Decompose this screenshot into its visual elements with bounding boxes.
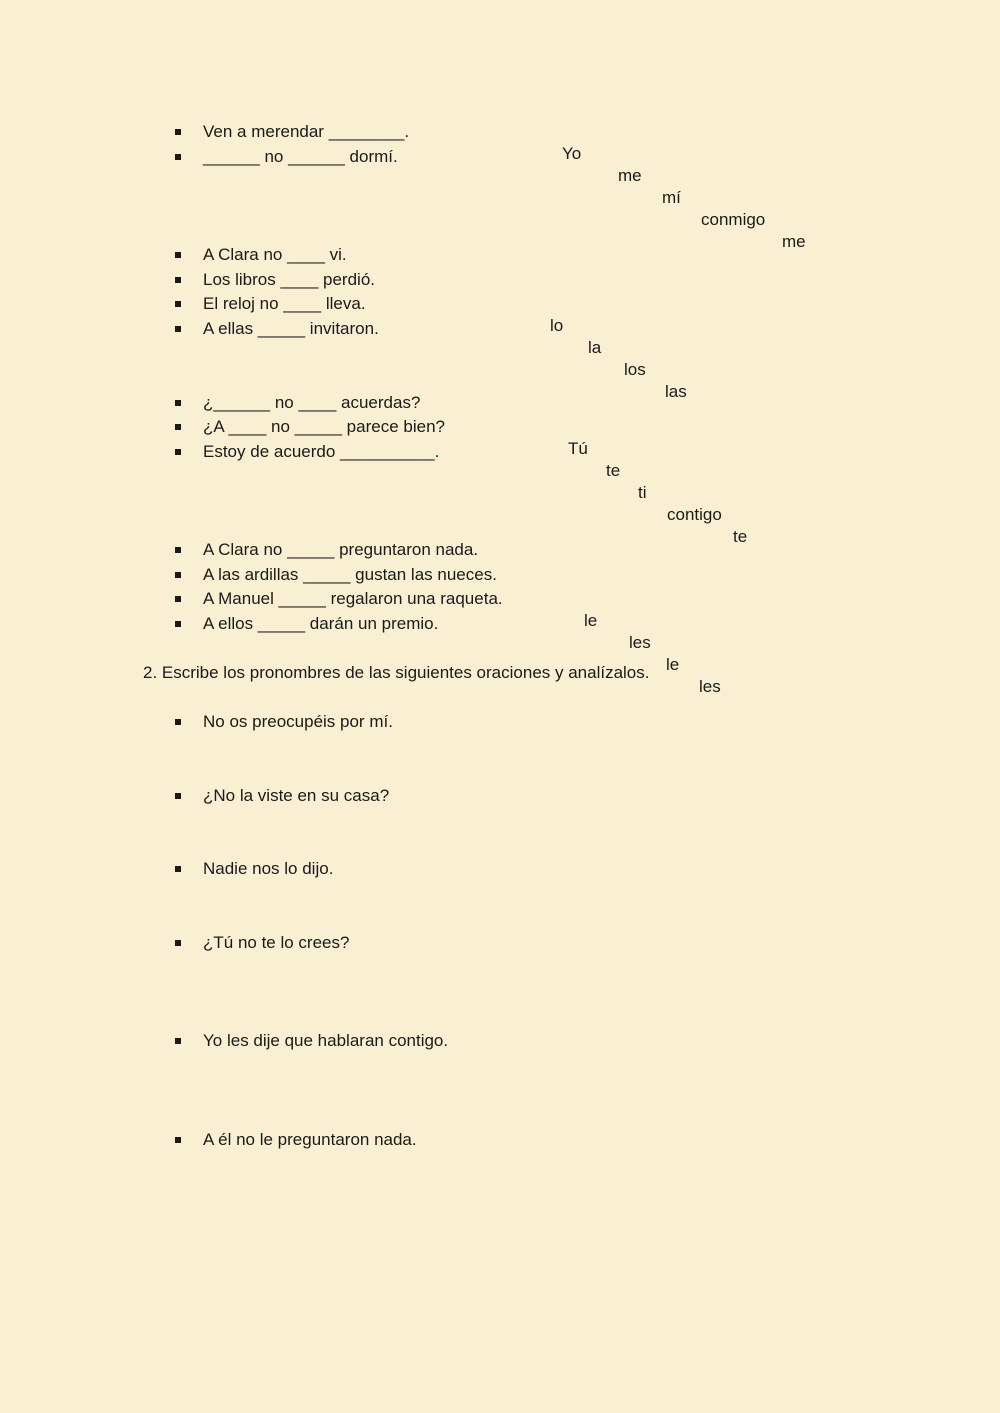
sentence: Estoy de acuerdo __________.	[203, 442, 440, 461]
word-options	[550, 293, 687, 425]
word-options	[584, 588, 721, 720]
option-word: te	[733, 527, 748, 546]
bullet-icon	[175, 301, 181, 307]
bullet-icon	[175, 547, 181, 553]
option-word: le	[584, 611, 598, 630]
bullet-icon	[175, 277, 181, 283]
sentence: ______ no ______ dormí.	[203, 147, 398, 166]
option-word: le	[666, 655, 680, 674]
option-word: les	[629, 633, 651, 652]
option-word: Yo	[562, 144, 582, 163]
sentence: Los libros ____ perdió.	[203, 270, 376, 289]
option-word: los	[624, 360, 646, 379]
bullet-icon	[175, 252, 181, 258]
option-word: conmigo	[701, 210, 766, 229]
bullet-icon	[175, 793, 181, 799]
option-word: contigo	[667, 505, 722, 524]
bullet-icon	[175, 719, 181, 725]
bullet-icon	[175, 1137, 181, 1143]
bullet-icon	[175, 866, 181, 872]
option-word: la	[588, 338, 602, 357]
option-word: me	[618, 166, 642, 185]
sentence: A él no le preguntaron nada.	[203, 1130, 417, 1149]
word-options	[562, 121, 806, 275]
bullet-icon	[175, 449, 181, 455]
option-word: te	[606, 461, 621, 480]
sentence: A Manuel _____ regalaron una raqueta.	[203, 589, 503, 608]
word-options	[568, 416, 748, 570]
bullet-icon	[175, 424, 181, 430]
bullet-icon	[175, 572, 181, 578]
option-word: ti	[638, 483, 647, 502]
sentence: El reloj no ____ lleva.	[203, 294, 366, 313]
bullet-icon	[175, 154, 181, 160]
sentence: ¿______ no ____ acuerdas?	[203, 393, 421, 412]
bullet-icon	[175, 1038, 181, 1044]
sentence: ¿Tú no te lo crees?	[203, 933, 350, 952]
bullet-icon	[175, 596, 181, 602]
bullet-icon	[175, 129, 181, 135]
bullet-icon	[175, 400, 181, 406]
sentence: A ellas _____ invitaron.	[203, 319, 379, 338]
sentence: Nadie nos lo dijo.	[203, 859, 334, 878]
sentence: ¿No la viste en su casa?	[203, 786, 390, 805]
option-word: mí	[662, 188, 681, 207]
option-word: Tú	[568, 439, 588, 458]
sentence: A ellos _____ darán un premio.	[203, 614, 439, 633]
option-word: les	[699, 677, 721, 696]
sentence: ¿A ____ no _____ parece bien?	[203, 417, 445, 436]
sentence: Ven a merendar ________.	[203, 122, 410, 141]
option-word: lo	[550, 316, 564, 335]
bullet-icon	[175, 326, 181, 332]
exercise-2-heading: 2. Escribe los pronombres de las siguientes oraciones y analízalos.	[143, 663, 650, 682]
sentence: Yo les dije que hablaran contigo.	[203, 1031, 449, 1050]
bullet-icon	[175, 621, 181, 627]
sentence: A Clara no ____ vi.	[203, 245, 347, 264]
sentence: No os preocupéis por mí.	[203, 712, 393, 731]
sentence: A Clara no _____ preguntaron nada.	[203, 540, 479, 559]
option-word: las	[665, 382, 687, 401]
option-word: me	[782, 232, 806, 251]
bullet-icon	[175, 940, 181, 946]
sentence: A las ardillas _____ gustan las nueces.	[203, 565, 497, 584]
